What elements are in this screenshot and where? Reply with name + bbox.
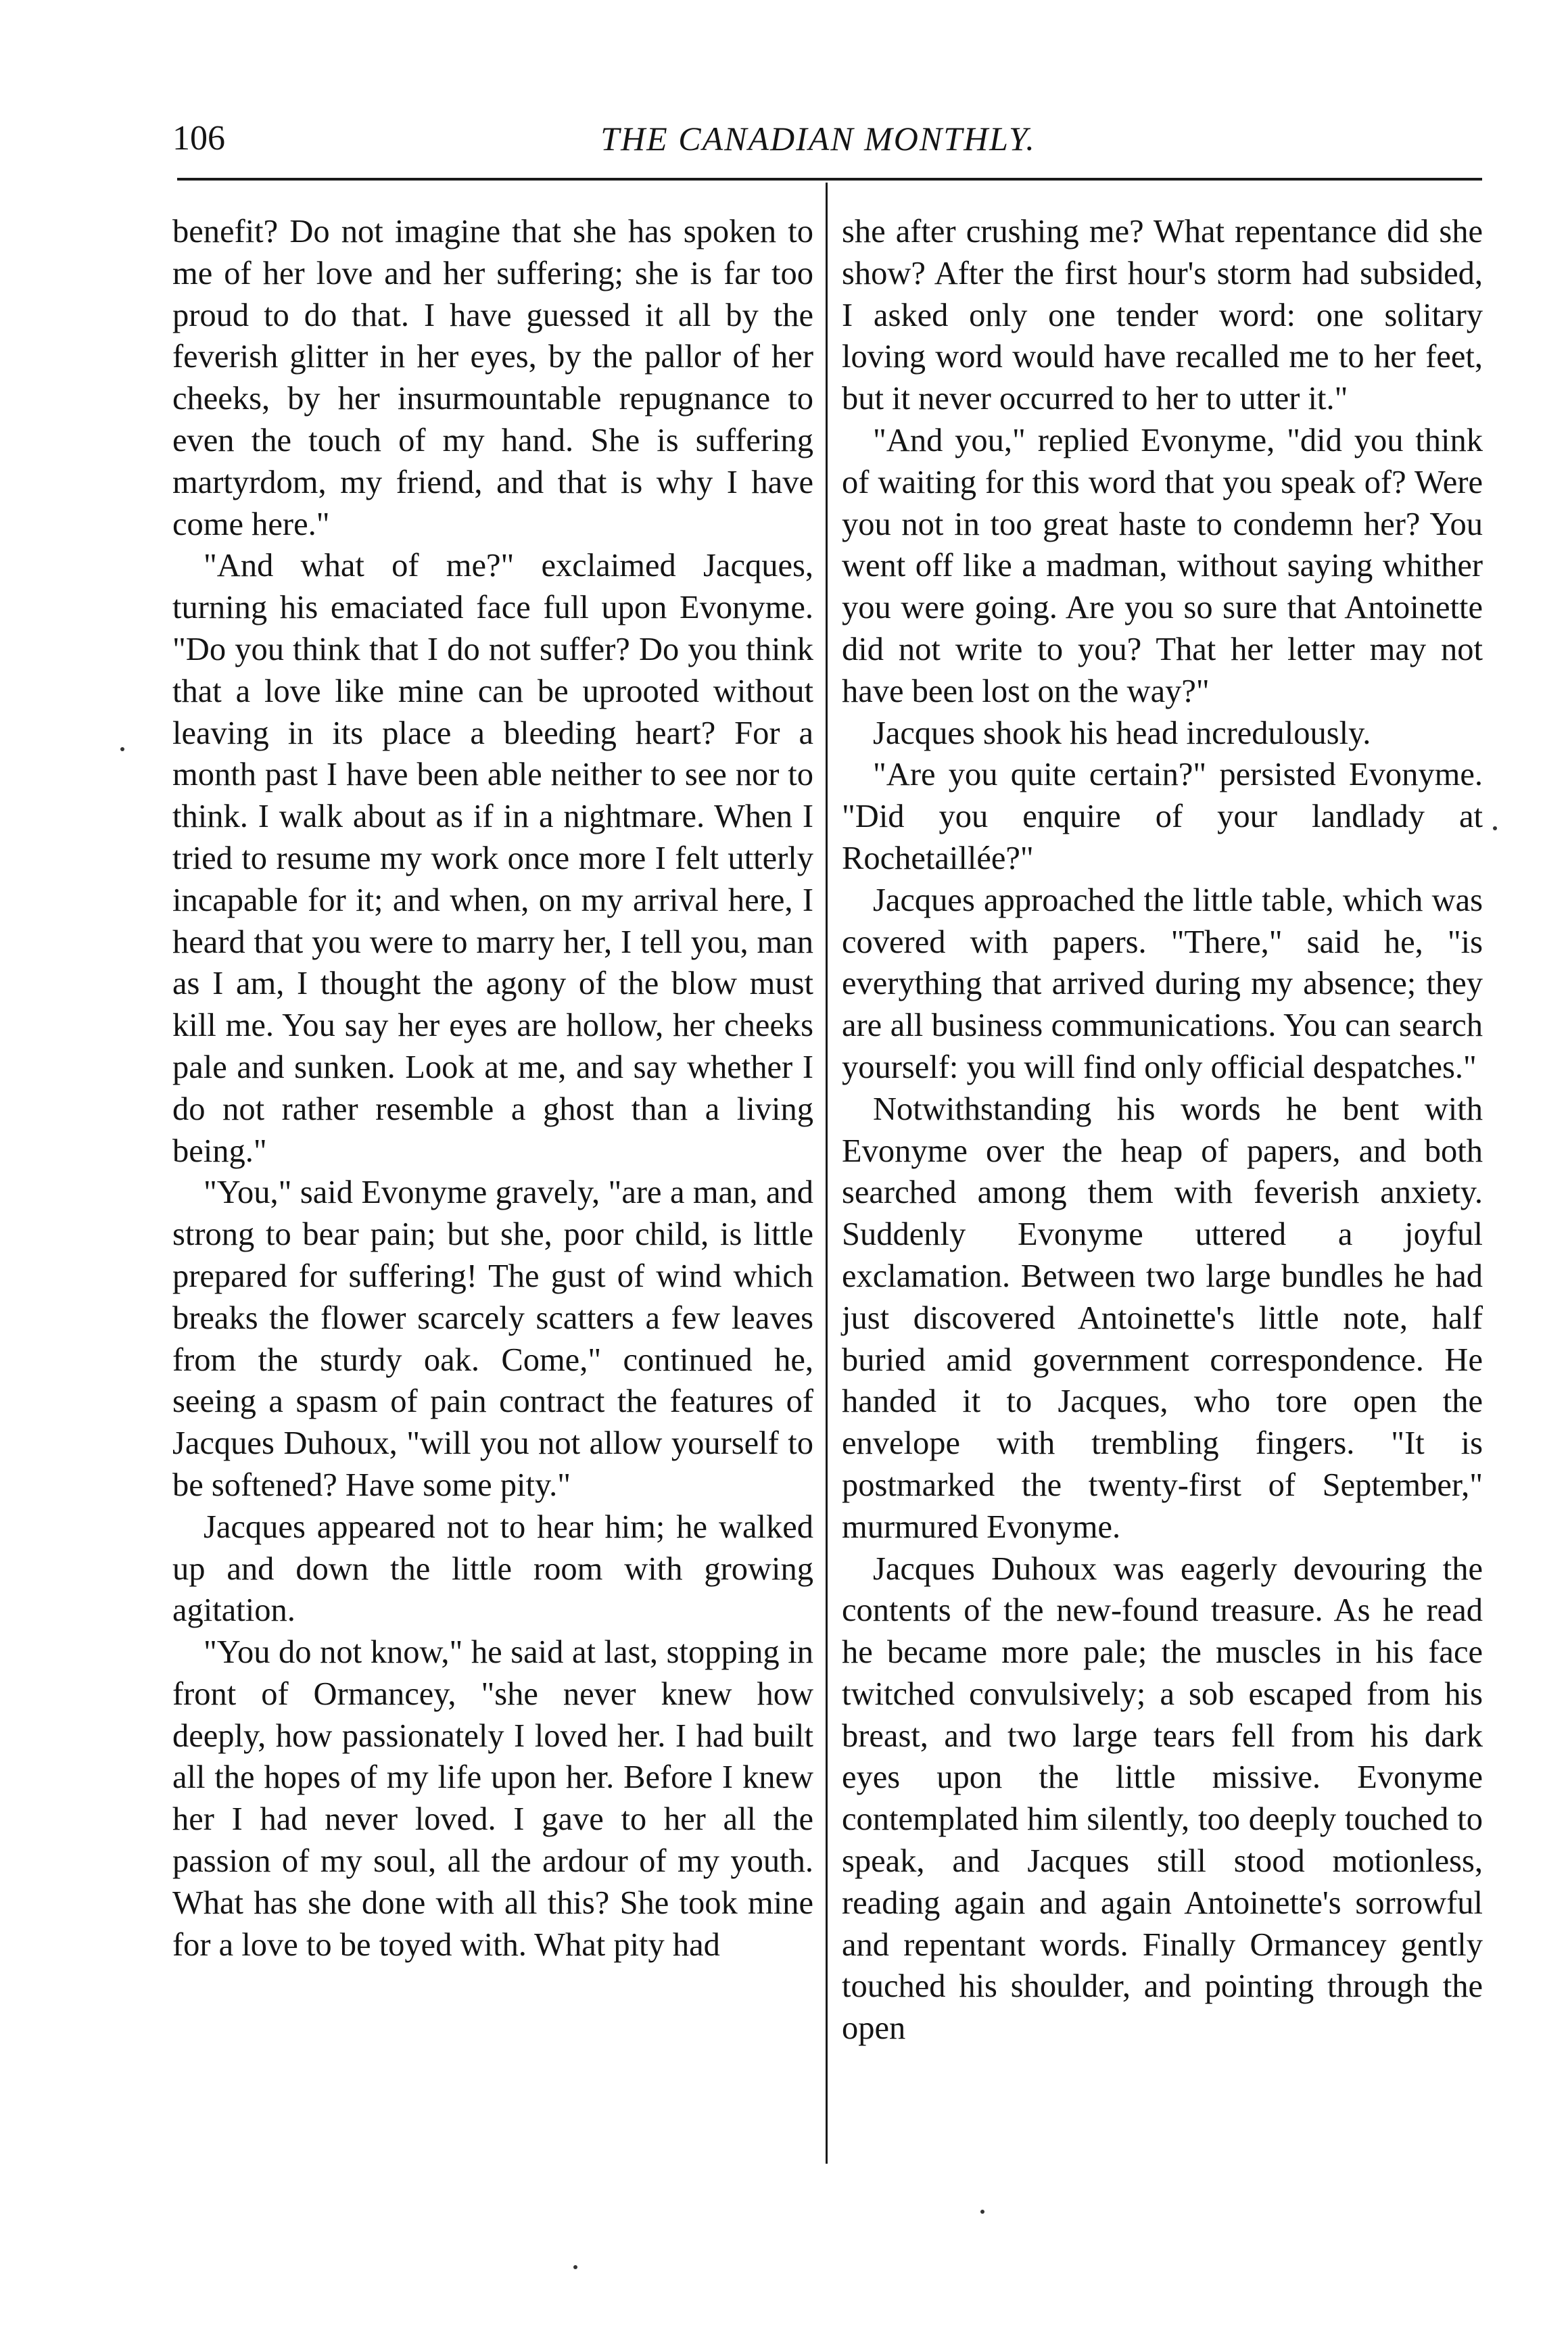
paragraph: "You do not know," he said at last, stopping in front of Ormancey, "she never knew how deeply, how passionately I loved her. I had built all the hopes of my life upon her. Before I knew her I had never loved. I gave to her all the passion of my soul, all the ardour of my youth. What has she done with all this? She took mine for a love to be toyed with. What pity had [172, 1634, 813, 1963]
running-title: THE CANADIAN MONTHLY. [600, 120, 1036, 158]
print-speck [120, 747, 124, 751]
page-number: 106 [172, 119, 225, 158]
paragraph: Notwithstanding his words he bent with Evonyme over the heap of papers, and both searched among them with feverish anxiety. Suddenly Evonyme uttered a joyful exclamation. Between two large bundles he had just discovered Antoinette's little note, half buried amid government correspondence. He handed it to Jacques, who tore open the envelope with trembling fingers. "It is postmarked the twenty-first of September," murmured Evonyme. [842, 1091, 1483, 1545]
header-rule [177, 178, 1482, 181]
print-speck [980, 2210, 984, 2214]
paragraph: benefit? Do not imagine that she has spoken to me of her love and her suffering; she is far too proud to do that. I have guessed it all by the feverish glitter in her eyes, by the pallor of her cheeks, by her insurmountable repugnance to even the touch of my hand. She is suffering martyrdom, my friend, and that is why I have come here." [172, 214, 813, 542]
paragraph: she after crushing me? What repentance did she show? After the first hour's storm had subsided, I asked only one tender word: one solitary loving word would have recalled me to her feet, but it never occurred to her to utter it." [842, 214, 1483, 417]
paragraph: Jacques Duhoux was eagerly devouring the contents of the new-found treasure. As he read he became more pale; the muscles in his face twitched convulsively; a sob escaped from his breast, and two large tears fell from his dark eyes upon the little missive. Evonyme contemplated him silently, too deeply touched to speak, and Jacques still stood motionless, reading again and again Antoinette's sorrowful and repentant words. Finally Ormancey gently touched his shoulder, and pointing through the open [842, 1550, 1483, 2047]
paragraph: "And you," replied Evonyme, "did you think of waiting for this word that you speak of? Were you not in too great haste to condemn her? You went off like a madman, without saying whither you were going. Are you so sure that Antoinette did not write to you? That her letter may not have been lost on the way?" [842, 422, 1483, 709]
paragraph: Jacques shook his head incredulously. [873, 715, 1371, 751]
paragraph: Jacques appeared not to hear him; he walked up and down the little room with growing agitation. [172, 1509, 813, 1629]
column-divider [826, 183, 828, 2164]
paragraph: "Are you quite certain?" persisted Evonyme. "Did you enquire of your landlady at Rochetaillée?" [842, 757, 1483, 876]
page-header [172, 115, 1464, 169]
right-column [842, 211, 1483, 2049]
print-speck [1493, 826, 1497, 830]
left-column [172, 211, 813, 1966]
paragraph: "You," said Evonyme gravely, "are a man, and strong to bear pain; but she, poor child, is little prepared for suffering! The gust of wind which breaks the flower scarcely scatters a few leaves from the sturdy oak. Come," continued he, seeing a spasm of pain contract the features of Jacques Duhoux, "will you not allow yourself to be softened? Have some pity." [172, 1174, 813, 1503]
paragraph: "And what of me?" exclaimed Jacques, turning his emaciated face full upon Evonyme. "Do you think that I do not suffer? Do you think that a love like mine can be uprooted without leaving in its place a bleeding heart? For a month past I have been able neither to see nor to think. I walk about as if in a nightmare. When I tried to resume my work once more I felt utterly incapable for it; and when, on my arrival here, I heard that you were to marry her, I tell you, man as I am, I thought the agony of the blow must kill me. You say her eyes are hollow, her cheeks pale and sunken. Look at me, and say whether I do not rather resemble a ghost than a living being." [172, 548, 813, 1169]
print-speck [573, 2265, 577, 2269]
paragraph: Jacques approached the little table, which was covered with papers. "There," said he, "is everything that arrived during my absence; they are all business communications. You can search yourself: you will find only official despatches." [842, 882, 1483, 1085]
